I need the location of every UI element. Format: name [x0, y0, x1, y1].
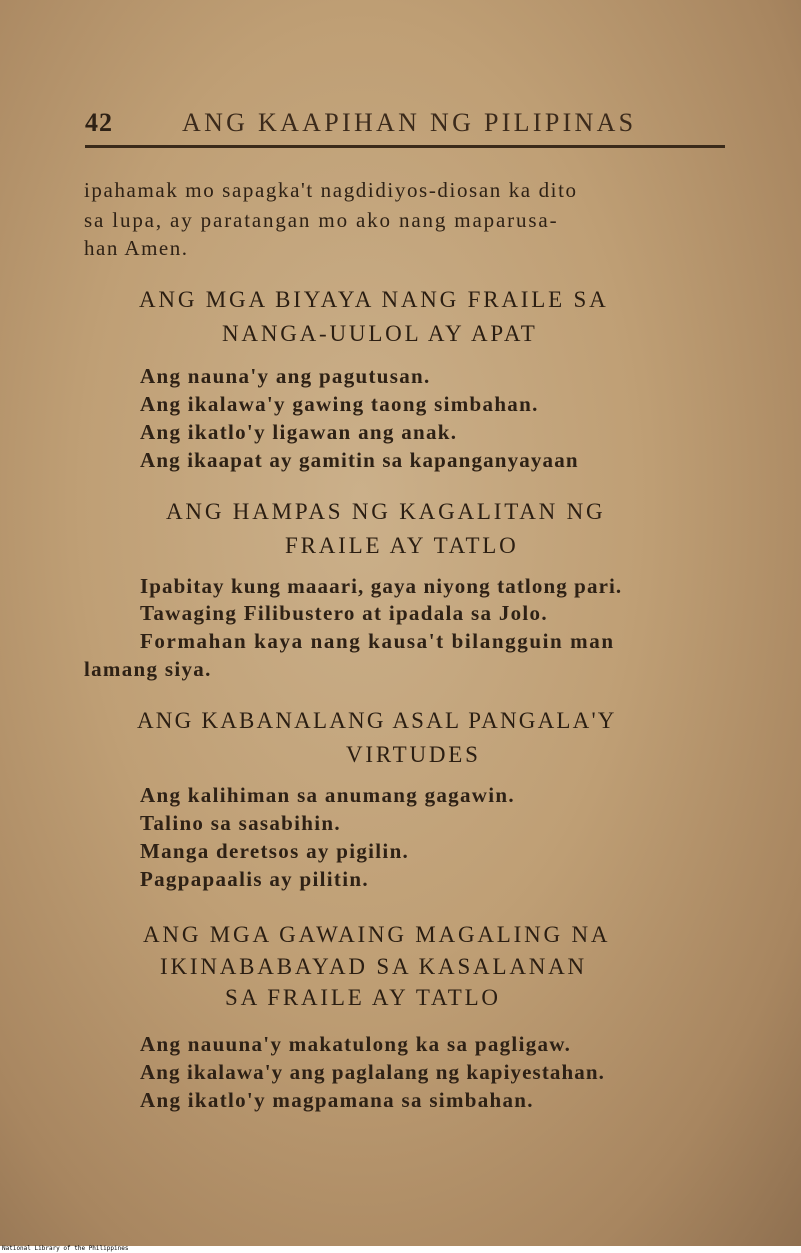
section-3-line-3: Manga deretsos ay pigilin.	[140, 839, 410, 863]
section-4-heading-line-3: SA FRAILE AY TATLO	[225, 985, 501, 1010]
running-head: ANG KAAPIHAN NG PILIPINAS	[182, 108, 637, 137]
section-1-line-2: Ang ikalawa'y gawing taong simbahan.	[140, 392, 539, 416]
section-4-line-3: Ang ikatlo'y magpamana sa simbahan.	[140, 1088, 534, 1112]
section-2-heading-line-2: FRAILE AY TATLO	[285, 533, 519, 558]
footer-credit: National Library of the Philippines	[2, 1245, 129, 1252]
section-2-line-3: Formahan kaya nang kausa't bilangguin man	[140, 629, 615, 653]
section-3-line-1: Ang kalihiman sa anumang gagawin.	[140, 783, 515, 807]
intro-line-1: ipahamak mo sapagka't nagdidiyos-diosan ka dito	[84, 178, 578, 202]
section-3-heading-line-1: ANG KABANALANG ASAL PANGALA'Y	[137, 708, 617, 733]
page-header	[85, 108, 725, 142]
intro-line-3: han Amen.	[84, 236, 189, 260]
section-2-line-1: Ipabitay kung maaari, gaya niyong tatlong pari.	[140, 574, 623, 598]
section-1-line-1: Ang nauna'y ang pagutusan.	[140, 364, 431, 388]
header-rule	[85, 145, 725, 148]
section-4-heading-line-1: ANG MGA GAWAING MAGALING NA	[143, 922, 611, 947]
page-number: 42	[85, 108, 113, 137]
section-3-line-4: Pagpapaalis ay pilitin.	[140, 867, 369, 891]
section-2-heading-line-1: ANG HAMPAS NG KAGALITAN NG	[166, 499, 606, 524]
section-4-line-1: Ang nauuna'y makatulong ka sa pagligaw.	[140, 1032, 572, 1056]
section-1-heading-line-1: ANG MGA BIYAYA NANG FRAILE SA	[139, 287, 609, 312]
section-1-heading-line-2: NANGA-UULOL AY APAT	[222, 321, 538, 346]
section-2-line-2: Tawaging Filibustero at ipadala sa Jolo.	[140, 601, 548, 625]
section-1-line-4: Ang ikaapat ay gamitin sa kapanganyayaan	[140, 448, 579, 472]
section-4-heading-line-2: IKINABABAYAD SA KASALANAN	[160, 954, 587, 979]
section-3-heading-line-2: VIRTUDES	[346, 742, 481, 767]
section-2-line-4: lamang siya.	[84, 657, 212, 681]
intro-line-2: sa lupa, ay paratangan mo ako nang maparusa-	[84, 208, 559, 232]
section-3-line-2: Talino sa sasabihin.	[140, 811, 341, 835]
section-4-line-2: Ang ikalawa'y ang paglalang ng kapiyestahan.	[140, 1060, 606, 1084]
section-1-line-3: Ang ikatlo'y ligawan ang anak.	[140, 420, 458, 444]
footer-strip	[0, 1246, 801, 1253]
